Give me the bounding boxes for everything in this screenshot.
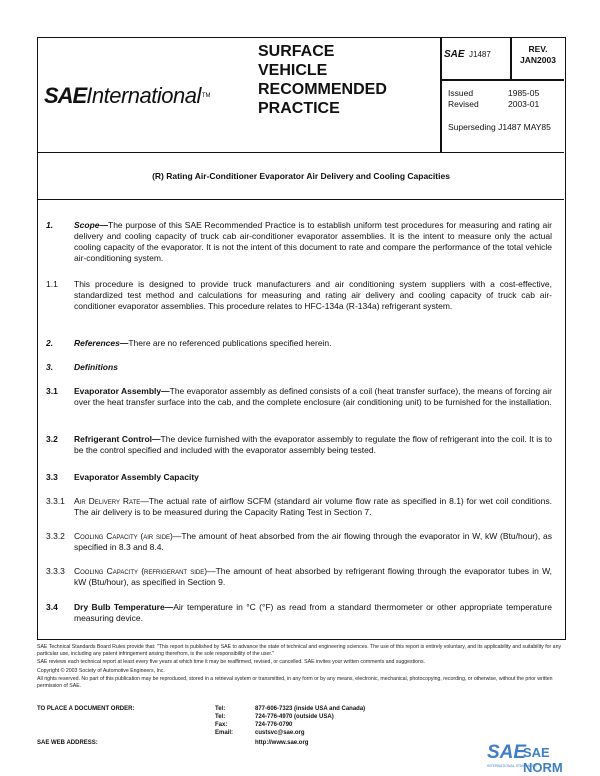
logo-international-text: International bbox=[86, 82, 201, 108]
section-text bbox=[74, 338, 552, 349]
web-link[interactable]: http://www.sae.org bbox=[255, 740, 309, 746]
fax-label: Fax: bbox=[215, 722, 228, 728]
section-body: There are no referenced publications specified herein. bbox=[128, 338, 332, 348]
section-body: The evaporator assembly as defined consists of a coil (heat transfer surface), the means of forcing air over the heat transfer surface into the cab, and the complete enclosure (air conditioning unit) to be furnished for the installation. bbox=[74, 386, 552, 407]
section-body: Air temperature in °C (°F) as read from a standard thermometer or other appropriate temperature measuring device. bbox=[74, 602, 552, 623]
header-divider bbox=[440, 79, 564, 81]
section-body: The device furnished with the evaporator assembly to regulate the flow of refrigerant into the coil. It is to be the control specified and included with the evaporator assembly being tested. bbox=[74, 434, 552, 455]
section-text bbox=[74, 434, 552, 456]
section-body: —The amount of heat absorbed by refrigerant flowing through the evaporator tubes in W, kW (Btu/hour), as specified in Section 9. bbox=[74, 566, 552, 587]
section-number: 3.2 bbox=[46, 434, 58, 444]
section-text bbox=[74, 496, 552, 518]
section-heading: Refrigerant Control— bbox=[74, 434, 161, 444]
sae-norm-watermark-logo bbox=[487, 742, 587, 775]
tel-label: Tel: bbox=[215, 706, 226, 712]
section-heading: Cooling Capacity (refrigerant side) bbox=[74, 566, 208, 576]
superseding-note: Superseding J1487 MAY85 bbox=[448, 122, 551, 132]
brand-norm: SAE NORM bbox=[523, 745, 563, 775]
section-heading: Air Delivery Rate bbox=[74, 496, 141, 506]
tel2-label: Tel: bbox=[215, 714, 226, 720]
web-label: SAE WEB ADDRESS: bbox=[37, 740, 98, 746]
section-body: The purpose of this SAE Recommended Practice is to establish uniform test procedures for measuring and rating air delivery and cooling capacity of truck cab air-conditioner evaporator assemblies. It is the intent to measure only the actual cooling capacity of the evaporator. It is not the intent of this document to rate and compare the performance of the total vehicle air-conditioning system. bbox=[74, 220, 552, 263]
header-divider bbox=[440, 38, 442, 153]
section-heading: Cooling Capacity (air side) bbox=[74, 531, 173, 541]
section-number: 3.3.3 bbox=[46, 566, 65, 576]
logo-sae-text: SAE bbox=[44, 82, 87, 108]
practice-type-title bbox=[252, 38, 442, 153]
brand-sae: SAE bbox=[487, 742, 527, 763]
legal-footer bbox=[37, 644, 566, 691]
section-number: 2. bbox=[46, 338, 54, 348]
document-number bbox=[444, 44, 508, 62]
section-heading: Scope— bbox=[74, 220, 109, 230]
section-number: 3.1 bbox=[46, 386, 58, 396]
email-link[interactable]: custsvc@sae.org bbox=[255, 730, 305, 736]
section-body: —The actual rate of airflow SCFM (standard air volume flow rate as specified in 8.1) for wet coil conditions. The air delivery is to be measured during the Capacity Rating Test in Section 7. bbox=[74, 496, 552, 517]
doc-sae-mark: SAE bbox=[444, 49, 465, 60]
revision-box bbox=[512, 44, 564, 66]
revised-label: Revised bbox=[448, 99, 479, 109]
title-line: RECOMMENDED bbox=[258, 81, 387, 98]
section-heading: Evaporator Assembly Capacity bbox=[74, 472, 199, 482]
section-heading: References— bbox=[74, 338, 129, 348]
email-label: Email: bbox=[215, 730, 234, 736]
section-number: 3.3 bbox=[46, 472, 58, 482]
section-number: 1.1 bbox=[46, 279, 58, 289]
section-number: 3.3.1 bbox=[46, 496, 65, 506]
section-body: This procedure is designed to provide truck manufacturers and air conditioning system suppliers with a cost-effective, standardized test method and calculations for measuring and rating air delivery and cooling capacity of truck cab air-conditioner evaporator assemblies. This procedure relates to HFC-134a (R-134a) refrigerant system. bbox=[74, 279, 552, 311]
tel2-value: 724-776-4970 (outside USA) bbox=[255, 714, 334, 720]
section-text bbox=[74, 602, 552, 624]
section-text bbox=[74, 220, 552, 264]
footer-rules: SAE Technical Standards Board Rules provide that: "This report is published by SAE to advance the state of technical and engineering sciences. The use of this report is entirely voluntary, and its applicability and suitability for any particular use, including any patent infringement arising therefrom, is the sole responsibility of the user." bbox=[37, 644, 562, 657]
title-line: VEHICLE bbox=[258, 62, 328, 79]
document-header bbox=[38, 38, 564, 153]
section-heading: Evaporator Assembly— bbox=[74, 386, 170, 396]
section-heading: Dry Bulb Temperature— bbox=[74, 602, 174, 612]
doc-number-text: J1487 bbox=[469, 50, 491, 59]
section-number: 3. bbox=[46, 362, 54, 372]
footer-rights: All rights reserved. No part of this publication may be reproduced, stored in a retrieval system or transmitted, in any form or by any means, electronic, mechanical, photocopying, recording, or otherwise, without the prior written permission of SAE. bbox=[37, 676, 553, 689]
section-heading: Definitions bbox=[74, 362, 118, 372]
rev-value: JAN2003 bbox=[520, 55, 556, 65]
footer-review: SAE reviews each technical report at least every five years at which time it may be reaffirmed, revised, or cancelled. SAE invites your written comments and suggestions. bbox=[37, 659, 425, 665]
fax-value: 724-776-0790 bbox=[255, 722, 293, 728]
sae-international-logo bbox=[38, 38, 250, 153]
section-number: 3.3.2 bbox=[46, 531, 65, 541]
title-line: PRACTICE bbox=[258, 100, 340, 117]
section-body: —The amount of heat absorbed from the air flowing through the evaporator in W, kW (Btu/hour), as specified in 8.3 and 8.4. bbox=[74, 531, 552, 552]
revised-value: 2003-01 bbox=[508, 99, 540, 109]
footer-copyright: Copyright © 2003 Society of Automotive Engineers, Inc. bbox=[37, 667, 165, 674]
tel-value: 877-606-7323 (inside USA and Canada) bbox=[255, 706, 366, 712]
issued-value: 1985-05 bbox=[508, 88, 540, 98]
issued-label: Issued bbox=[448, 88, 474, 98]
document-title: (R) Rating Air-Conditioner Evaporator Air Delivery and Cooling Capacities bbox=[38, 153, 564, 200]
logo-trademark: TM bbox=[201, 92, 211, 99]
order-label: TO PLACE A DOCUMENT ORDER: bbox=[37, 706, 135, 712]
section-text bbox=[74, 386, 552, 408]
rev-label: REV. bbox=[528, 44, 548, 54]
section-number: 1. bbox=[46, 220, 54, 230]
section-text bbox=[74, 531, 552, 553]
document-frame bbox=[37, 37, 566, 640]
issue-dates bbox=[448, 88, 539, 110]
section-number: 3.4 bbox=[46, 602, 58, 612]
title-line: SURFACE bbox=[258, 43, 335, 60]
brand-sub: INTERNATIONAL STANDARDS bbox=[487, 764, 537, 768]
section-text bbox=[74, 566, 552, 588]
